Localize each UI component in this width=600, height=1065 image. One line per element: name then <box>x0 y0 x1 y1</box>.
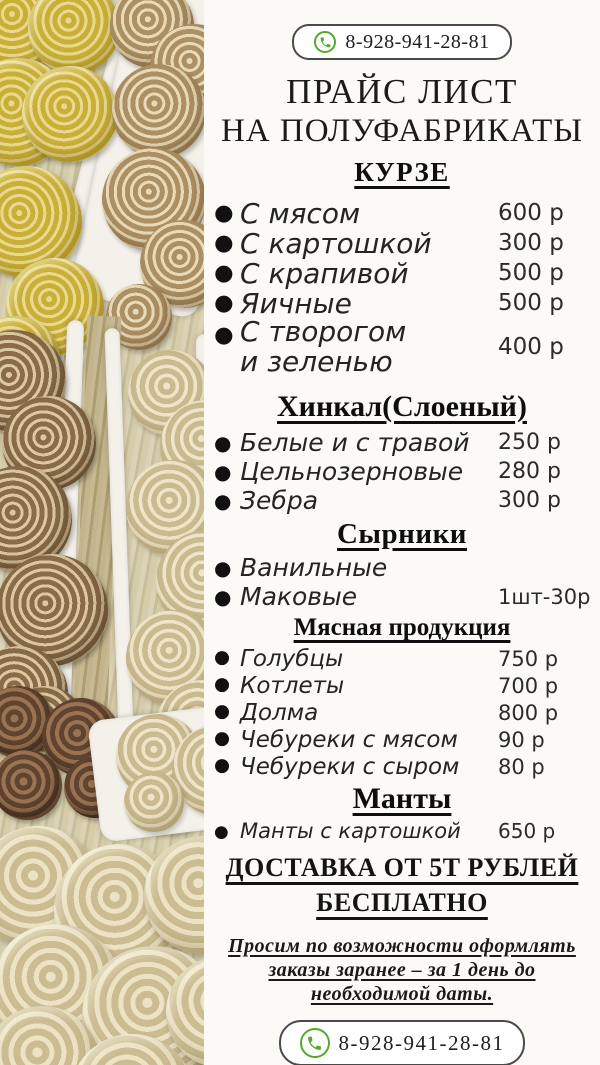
page-subtitle: НА ПОЛУФАБРИКАТЫ <box>220 113 584 149</box>
item-price: 80 р <box>498 754 545 779</box>
order-note-line2: заказы заранее – за 1 день до <box>268 959 536 981</box>
item-label: Манты с картошкой <box>240 819 461 843</box>
section-title-khinkal: Хинкал(Слоеный) <box>277 390 527 423</box>
photo-roll <box>124 772 184 832</box>
item-label: Маковые <box>240 582 358 611</box>
bullet-icon: ● <box>214 488 232 513</box>
page-title: ПРАЙС ЛИСТ <box>286 72 518 111</box>
bullet-icon: ● <box>214 701 231 723</box>
menu-item <box>204 228 600 258</box>
item-price: 280 р <box>498 459 561 484</box>
item-label: Цельнозерновые <box>240 457 464 486</box>
bullet-icon: ● <box>214 259 234 286</box>
item-price: 250 р <box>498 430 561 455</box>
menu-item <box>204 198 600 228</box>
phone-number: 8-928-941-28-81 <box>338 1030 505 1055</box>
order-note-line3: необходимой даты. <box>310 983 494 1005</box>
section-title-myasnaya: Мясная продукция <box>293 614 511 641</box>
menu-item <box>204 288 600 318</box>
phone-number: 8-928-941-28-81 <box>345 30 490 53</box>
bullet-icon: ● <box>214 584 232 609</box>
bullet-icon: ● <box>214 430 232 455</box>
bullet-icon: ● <box>214 728 231 750</box>
item-price: 800 р <box>498 700 559 725</box>
item-price: 700 р <box>498 673 559 698</box>
item-label: С картошкой <box>240 226 432 260</box>
bullet-icon: ● <box>214 289 234 316</box>
item-price: 300 р <box>498 488 561 513</box>
section-title-manty: Манты <box>352 782 452 815</box>
section-title-syrniki: Сырники <box>336 518 468 550</box>
delivery-line1: ДОСТАВКА ОТ 5Т РУБЛЕЙ <box>225 853 579 882</box>
bullet-icon: ● <box>214 820 229 841</box>
bullet-icon: ● <box>214 674 231 696</box>
menu-item <box>204 753 600 780</box>
bullet-icon: ● <box>214 199 234 226</box>
item-label: Котлеты <box>240 672 345 699</box>
item-price: 400 р <box>498 334 564 360</box>
menu-item <box>204 672 600 699</box>
section-title-kurze: КУРЗЕ <box>354 157 450 187</box>
menu-item <box>204 818 600 844</box>
item-label: Чебуреки с сыром <box>240 753 460 780</box>
item-label: Ванильные <box>240 553 388 582</box>
item-label: С мясом <box>240 196 361 230</box>
item-price: 600 р <box>498 200 564 226</box>
item-label: Чебуреки с мясом <box>240 726 458 753</box>
item-price: 650 р <box>498 819 556 843</box>
item-price: 500 р <box>498 260 564 286</box>
menu-item <box>204 486 600 515</box>
phone-icon <box>300 1028 330 1058</box>
item-label: Яичные <box>240 286 352 320</box>
item-label: Голубцы <box>240 645 344 672</box>
menu-panel <box>204 0 600 1065</box>
bottom-phone-pill[interactable] <box>279 1020 525 1065</box>
phone-icon <box>314 31 336 53</box>
bullet-icon: ● <box>214 555 232 580</box>
item-label: Зебра <box>240 486 319 515</box>
bullet-icon: ● <box>214 459 232 484</box>
order-note <box>204 934 600 1006</box>
top-phone-pill[interactable] <box>292 24 512 60</box>
order-note-line1: Просим по возможности оформлять <box>228 935 576 957</box>
photo-roll <box>112 64 206 158</box>
bullet-icon: ● <box>214 755 231 777</box>
menu-item <box>204 645 600 672</box>
menu-item <box>204 553 600 582</box>
photo-roll <box>22 66 118 162</box>
menu-item <box>204 699 600 726</box>
menu-item <box>204 428 600 457</box>
photo-strip <box>0 0 212 1065</box>
item-price: 90 р <box>498 727 545 752</box>
menu-item <box>204 315 600 378</box>
bullet-icon: ● <box>214 229 234 256</box>
menu-item <box>204 457 600 486</box>
menu-item <box>204 258 600 288</box>
item-label: Белые и с травой <box>240 428 470 457</box>
bullet-icon: ● <box>214 647 231 669</box>
delivery-banner <box>204 850 600 920</box>
item-label: С творогом и зеленью <box>240 315 407 378</box>
delivery-line2: БЕСПЛАТНО <box>316 888 488 917</box>
menu-item <box>204 582 600 611</box>
item-price: 1шт-30р <box>498 584 591 609</box>
item-label: С крапивой <box>240 256 409 290</box>
bullet-icon: ● <box>214 322 234 348</box>
item-price: 300 р <box>498 230 564 256</box>
item-price: 500 р <box>498 290 564 316</box>
item-label: Долма <box>240 699 319 726</box>
menu-item <box>204 726 600 753</box>
item-price: 750 р <box>498 646 559 671</box>
